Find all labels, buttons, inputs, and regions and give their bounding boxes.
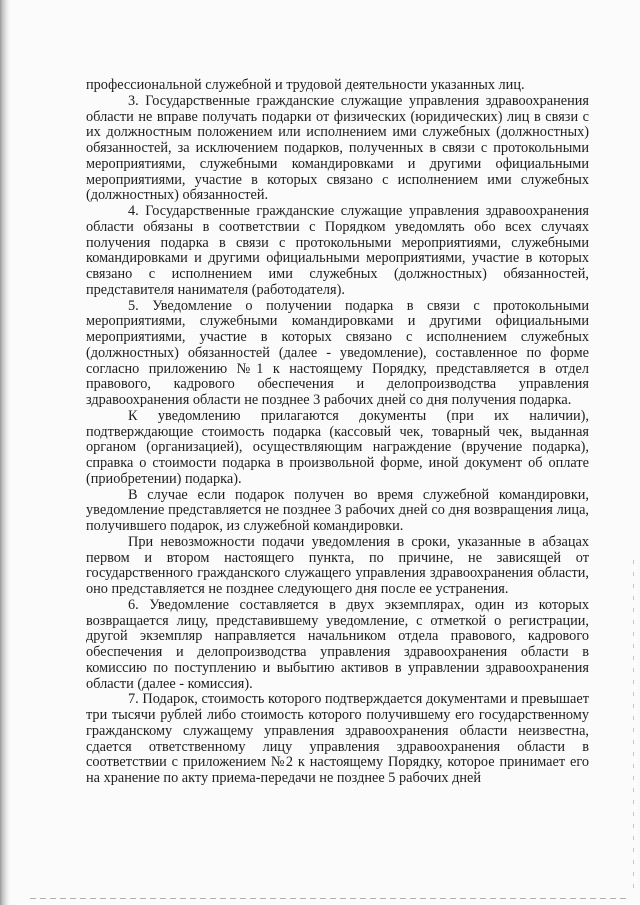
- scan-binding-edge: [0, 0, 10, 905]
- paragraph-item-5: 5. Уведомление о получении подарка в связи с протокольными мероприятиями, служебными командировками и другими официальными мероприятиями, участие в которых связано с исполнением служебных (должностных) обязанностей (далее - уведомление), составленное по форме согласно приложению №1 к настоящему Порядку, представляется в отдел правового, кадрового обеспечения и делопроизводства управления здравоохранения области не позднее 3 рабочих дней со дня получения подарка.: [86, 297, 589, 408]
- document-body: [86, 78, 589, 787]
- paragraph-impossibility: При невозможности подачи уведомления в сроки, указанные в абзацах первом и втором настоящего пункта, по причине, не зависящей от государственного гражданского служащего управления здравоохранения области, оно представляется не позднее следующего дня после ее устранения.: [86, 533, 589, 597]
- scan-right-artifact: [633, 560, 634, 890]
- paragraph-item-3: 3. Государственные гражданские служащие управления здравоохранения области не вправе получать подарки от физических (юридических) лиц в связи с их должностным положением или исполнением ими служебных (должностных) обязанностей, за исключением подарков, полученных в связи с протокольными мероприятиями, служебными командировками и другими официальными мероприятиями, участие в которых связано с исполнением ими служебных (должностных) обязанностей.: [86, 92, 589, 204]
- paragraph-item-4: 4. Государственные гражданские служащие управления здравоохранения области обязаны в соответствии с Порядком уведомлять обо всех случаях получения подарка в связи с протокольными мероприятиями, служебными командировками и другими официальными мероприятиями, участие в которых связано с исполнением ими служебных (должностных) обязанностей, представителя нанимателя (работодателя).: [86, 203, 589, 298]
- paragraph-item-7: 7. Подарок, стоимость которого подтверждается документами и превышает три тысячи рублей либо стоимость которого получившему его государственному гражданскому служащему управления здравоохранения области неизвестна, сдается ответственному лицу управления здравоохранения области в соответствии с приложением №2 к настоящему Порядку, которое принимает его на хранение по акту приема-передачи не позднее 5 рабочих дней: [86, 691, 589, 786]
- paragraph-business-trip: В случае если подарок получен во время служебной командировки, уведомление представляется не позднее 3 рабочих дней со дня возвращения лица, получившего подарок, из служебной командировки.: [86, 486, 589, 534]
- paragraph-item-6: 6. Уведомление составляется в двух экземплярах, один из которых возвращается лицу, представившему уведомление, с отметкой о регистрации, другой экземпляр направляется начальником отдела правового, кадрового обеспечения и делопроизводства управления здравоохранения области в комиссию по поступлению и выбытию активов в управлении здравоохранения области (далее - комиссия).: [86, 596, 589, 692]
- scan-bottom-artifact: [30, 898, 630, 899]
- paragraph-attachments: К уведомлению прилагаются документы (при их наличии), подтверждающие стоимость подарка (кассовый чек, товарный чек, выданная органом (организацией), осуществляющим награждение (вручение подарка), справка о стоимости подарка в произвольной форме, иной документ об оплате (приобретении) подарка).: [86, 407, 589, 487]
- paragraph-continuation: профессиональной служебной и трудовой деятельности указанных лиц.: [86, 77, 525, 93]
